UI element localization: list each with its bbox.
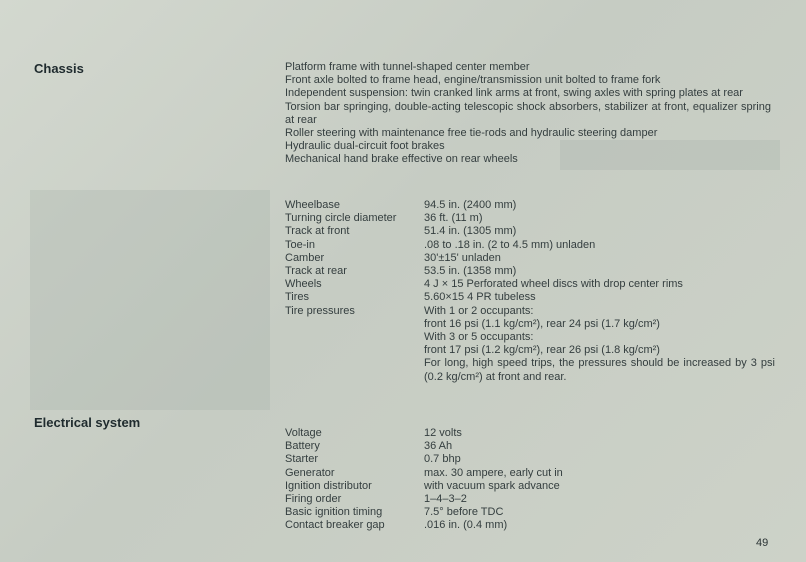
spec-value-line: 36 Ah	[424, 440, 453, 453]
spec-value	[424, 427, 775, 440]
spec-value-line: 1–4–3–2	[424, 493, 467, 506]
spec-label: Starter	[285, 453, 319, 466]
spec-value-line: with vacuum spark advance	[424, 479, 560, 492]
chassis-line: Torsion bar springing, double-acting telescopic shock absorbers, stabilizer at front, equalizer spring at rear	[285, 100, 771, 126]
spec-label: Firing order	[285, 493, 342, 506]
spec-value	[424, 199, 775, 212]
spec-label: Tires	[285, 291, 310, 304]
spec-label: Ignition distributor	[285, 479, 372, 492]
spec-value	[424, 212, 775, 225]
spec-value-line: 30'±15' unladen	[424, 251, 501, 264]
spec-value-line: 36 ft. (11 m)	[424, 212, 483, 225]
spec-label: Toe-in	[285, 238, 315, 251]
spec-value-line: 0.7 bhp	[424, 453, 461, 466]
spec-label: Battery	[285, 440, 320, 453]
spec-label: Camber	[285, 251, 325, 264]
spec-value	[424, 440, 775, 453]
spec-value-line: With 3 or 5 occupants:	[424, 331, 534, 344]
spec-row	[285, 506, 775, 519]
spec-row	[285, 305, 775, 384]
spec-value	[424, 493, 775, 506]
spec-row	[285, 252, 775, 265]
spec-value	[424, 252, 775, 265]
spec-row	[285, 225, 775, 238]
electrical-heading: Electrical system	[34, 415, 141, 430]
show-through-block	[30, 190, 270, 410]
chassis-line: Mechanical hand brake effective on rear wheels	[285, 153, 518, 166]
spec-value-line: 51.4 in. (1305 mm)	[424, 225, 517, 238]
chassis-heading: Chassis	[34, 61, 84, 76]
spec-label: Generator	[285, 466, 335, 479]
chassis-line: Independent suspension: twin cranked link arms at front, swing axles with spring plates at rear	[285, 87, 743, 100]
spec-label: Track at front	[285, 225, 350, 238]
spec-value-line: 4 J × 15 Perforated wheel discs with drop center rims	[424, 278, 683, 291]
spec-value	[424, 265, 775, 278]
chassis-spec-table	[285, 199, 775, 384]
spec-value-line: 12 volts	[424, 427, 462, 439]
spec-value-line: 94.5 in. (2400 mm)	[424, 199, 517, 211]
spec-value	[424, 453, 775, 466]
spec-value	[424, 519, 775, 532]
spec-value-line: .016 in. (0.4 mm)	[424, 519, 508, 532]
spec-row	[285, 212, 775, 225]
chassis-line: Hydraulic dual-circuit foot brakes	[285, 140, 445, 153]
spec-value	[424, 506, 775, 519]
spec-value	[424, 291, 775, 304]
chassis-line: Platform frame with tunnel-shaped center member	[285, 61, 530, 73]
spec-label: Turning circle diameter	[285, 212, 397, 225]
spec-value-line: 5.60×15 4 PR tubeless	[424, 291, 536, 304]
spec-value-line: front 17 psi (1.2 kg/cm²), rear 26 psi (1.8 kg/cm²)	[424, 344, 660, 357]
spec-row	[285, 199, 775, 212]
chassis-description	[285, 61, 771, 167]
spec-label: Basic ignition timing	[285, 506, 383, 519]
spec-row	[285, 440, 775, 453]
spec-label: Voltage	[285, 427, 322, 439]
spec-value	[424, 305, 775, 384]
spec-label: Tire pressures	[285, 304, 355, 317]
spec-value	[424, 278, 775, 291]
chassis-line: Roller steering with maintenance free tie-rods and hydraulic steering damper	[285, 127, 658, 140]
page-number: 49	[756, 537, 769, 549]
spec-value-line: 53.5 in. (1358 mm)	[424, 265, 517, 278]
spec-label: Track at rear	[285, 265, 347, 278]
spec-value-line: With 1 or 2 occupants:	[424, 304, 534, 317]
spec-row	[285, 467, 775, 480]
spec-value	[424, 225, 775, 238]
spec-value-line: For long, high speed trips, the pressures should be increased by 3 psi (0.2 kg/cm²) at front and rear.	[424, 357, 775, 383]
spec-row	[285, 239, 775, 252]
spec-value	[424, 467, 775, 480]
spec-label: Wheels	[285, 278, 322, 291]
spec-row	[285, 278, 775, 291]
spec-row	[285, 265, 775, 278]
spec-row	[285, 291, 775, 304]
chassis-line: Front axle bolted to frame head, engine/transmission unit bolted to frame fork	[285, 74, 661, 87]
spec-value-line: front 16 psi (1.1 kg/cm²), rear 24 psi (1.7 kg/cm²)	[424, 317, 660, 330]
spec-label: Contact breaker gap	[285, 519, 385, 532]
spec-row	[285, 480, 775, 493]
spec-value-line: max. 30 ampere, early cut in	[424, 466, 563, 479]
spec-row	[285, 519, 775, 532]
spec-value	[424, 480, 775, 493]
spec-value-line: .08 to .18 in. (2 to 4.5 mm) unladen	[424, 238, 596, 251]
spec-row	[285, 493, 775, 506]
spec-row	[285, 427, 775, 440]
spec-row	[285, 453, 775, 466]
spec-label: Wheelbase	[285, 199, 341, 211]
spec-value	[424, 239, 775, 252]
spec-value-line: 7.5° before TDC	[424, 506, 504, 519]
electrical-spec-table	[285, 427, 775, 533]
